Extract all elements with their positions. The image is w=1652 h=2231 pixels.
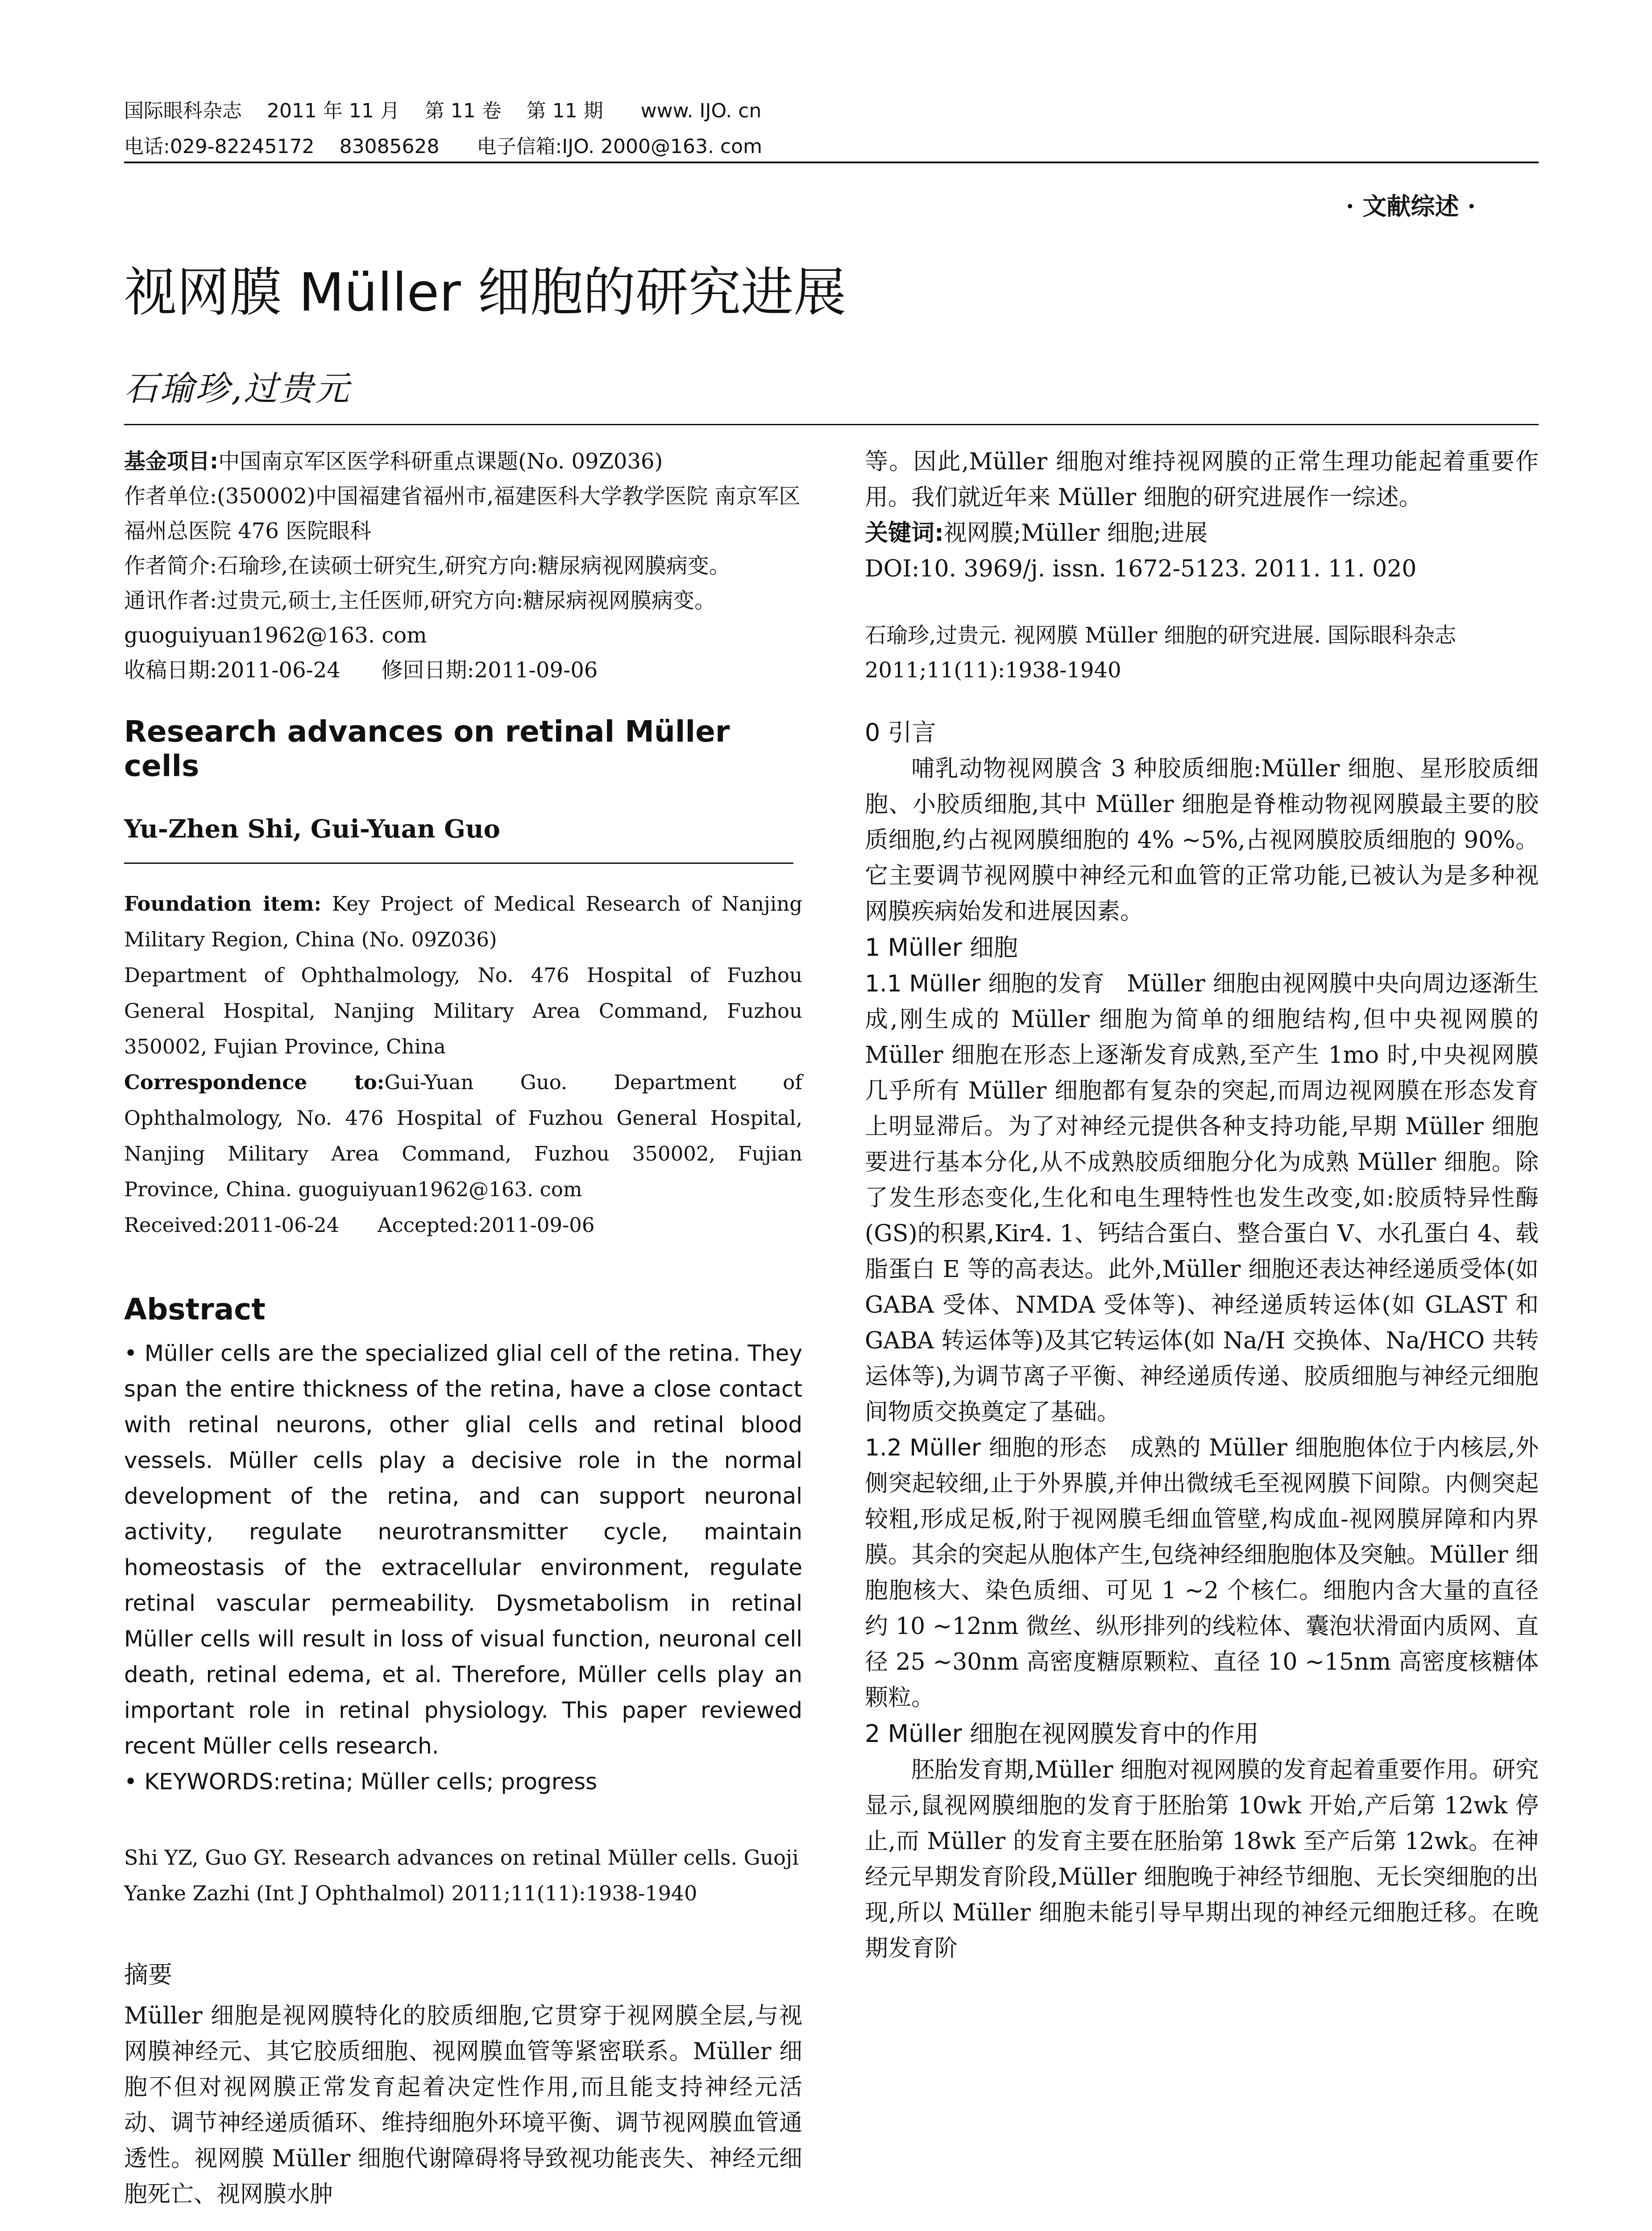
correspondence-en-text: Gui-Yuan Guo. Department of Ophthalmology, No. 476 Hospital of Fuzhou General Hospital, Nanjing Military Area Command, Fuzhou 350002, Fujian Province, China. guoguiyuan1962@163. com — [124, 1070, 802, 1201]
unit-cn: 作者单位:(350002)中国福建省福州市,福建医科大学教学医院 南京军区福州总医院 476 医院眼科 — [124, 484, 801, 543]
section-1-2 — [865, 1430, 1539, 1716]
keywords-cn-text: 视网膜;Müller 细胞;进展 — [943, 520, 1208, 547]
dates-en: Received:2011-06-24 Accepted:2011-09-06 — [124, 1213, 595, 1237]
right-column — [865, 444, 1539, 1966]
authors-cn: 石瑜珍,过贵元 — [124, 369, 351, 408]
section-1-1-heading: 1.1 Müller 细胞的发育 — [865, 970, 1105, 997]
journal-header-line1: 国际眼科杂志 2011 年 11 月 第 11 卷 第 11 期 www. IJO. cn — [124, 100, 762, 122]
fund-cn-text: 中国南京军区医学科研重点课题(No. 09Z036) — [218, 449, 663, 474]
abstract-cn-continued: 等。因此,Müller 细胞对维持视网膜的正常生理功能起着重要作用。我们就近年来 Müller 细胞的研究进展作一综述。 — [865, 448, 1539, 511]
title-rule — [124, 424, 1539, 425]
left-column — [124, 444, 802, 2212]
abstract-heading: Abstract — [124, 1292, 266, 1327]
department-en: Department of Ophthalmology, No. 476 Hospital of Fuzhou General Hospital, Nanjing Military Area Command, Fuzhou 350002, Fujian Province, China — [124, 963, 802, 1058]
section-1-2-text: 成熟的 Müller 细胞胞体位于内核层,外侧突起较细,止于外界膜,并伸出微绒毛至视网膜下间隙。内侧突起较粗,形成足板,附于视网膜毛细血管壁,构成血-视网膜屏障和内界膜。其余的突起从胞体产生,包绕神经细胞胞体及突触。Müller 细胞胞核大、染色质细、可见 1 ~2 个核仁。细胞内含大量的直径约 10 ~12nm 微丝、纵形排列的线粒体、囊泡状滑面内质网、直径 25 ~30nm 高密度糖原颗粒、直径 10 ~15nm 高密度核糖体颗粒。 — [865, 1435, 1539, 1711]
article-title: 视网膜 Müller 细胞的研究进展 — [124, 261, 847, 323]
english-authors: Yu-Zhen Shi, Gui-Yuan Guo — [124, 814, 501, 844]
correspondence-en-label: Correspondence to: — [124, 1070, 385, 1094]
keywords-cn-label: 关键词: — [865, 520, 944, 547]
fund-cn-label: 基金项目: — [124, 449, 219, 474]
citation-en: Shi YZ, Guo GY. Research advances on retinal Müller cells. Guoji Yanke Zazhi (Int J Ophthalmol) 2011;11(11):1938-1940 — [124, 1845, 799, 1905]
dates-cn: 收稿日期:2011-06-24 修回日期:2011-09-06 — [124, 658, 598, 683]
journal-header-line2: 电话:029-82245172 83085628 电子信箱:IJO. 2000@163. com — [124, 135, 762, 158]
header-rule — [124, 162, 1539, 163]
section-1-1-text: Müller 细胞由视网膜中央向周边逐渐生成,刚生成的 Müller 细胞为简单的细胞结构,但中央视网膜的 Müller 细胞在形态上逐渐发育成熟,至产生 1mo 时,中央视网膜几乎所有 Müller 细胞都有复杂的突起,而周边视网膜在形态发育上明显滞后。为了对神经元提供各种支持功能,早期 Müller 细胞要进行基本分化,从不成熟胶质细胞分化为成熟 Müller 细胞。除了发生形态变化,生化和电生理特性也发生改变,如:胶质特异性酶(GS)的积累,Kir4. 1、钙结合蛋白、整合蛋白 V、水孔蛋白 4、载脂蛋白 E 等的高表达。此外,Müller 细胞还表达神经递质受体(如 GABA 受体、NMDA 受体等)、神经递质转运体(如 GLAST 和 GABA 转运体等)及其它转运体(如 Na/H 交换体、Na/HCO 共转运体等),为调节离子平衡、神经递质传递、胶质细胞与神经元细胞间物质交换奠定了基础。 — [865, 970, 1539, 1426]
abstract-cn-heading: 摘要 — [124, 1961, 172, 1989]
section-1-1 — [865, 966, 1539, 1430]
section-0-heading: 0 引言 — [865, 718, 936, 746]
section-0-text: 哺乳动物视网膜含 3 种胶质细胞:Müller 细胞、星形胶质细胞、小胶质细胞,其中 Müller 细胞是脊椎动物视网膜最主要的胶质细胞,约占视网膜细胞的 4% ~5%,占视网膜胶质细胞的 90%。它主要调节视网膜中神经元和血管的正常功能,已被认为是多种视网膜疾病始发和进展因素。 — [865, 755, 1539, 925]
section-2-heading: 2 Müller 细胞在视网膜发育中的作用 — [865, 1720, 1259, 1748]
intro-cn: 作者简介:石瑜珍,在读硕士研究生,研究方向:糖尿病视网膜病变。 — [124, 553, 731, 578]
section-1-heading: 1 Müller 细胞 — [865, 933, 1018, 962]
foundation-en-label: Foundation item: — [124, 892, 322, 916]
corr-cn: 通讯作者:过贵元,硕士,主任医师,研究方向:糖尿病视网膜病变。guoguiyuan1962@163. com — [124, 588, 716, 648]
keywords-cn — [865, 515, 1539, 551]
foundation-en-text: Key Project of Medical Research of Nanjing Military Region, China (No. 09Z036) — [124, 892, 803, 951]
section-tag: · 文献综述 · — [1345, 192, 1476, 220]
abstract-cn-text: Müller 细胞是视网膜特化的胶质细胞,它贯穿于视网膜全层,与视网膜神经元、其它胶质细胞、视网膜血管等紧密联系。Müller 细胞不但对视网膜正常发育起着决定性作用,而且能支持神经元活动、调节神经递质循环、维持细胞外环境平衡、调节视网膜血管通透性。视网膜 Müller 细胞代谢障碍将导致视功能丧失、神经元细胞死亡、视网膜水肿 — [124, 2003, 802, 2208]
section-2-text: 胚胎发育期,Müller 细胞对视网膜的发育起着重要作用。研究显示,鼠视网膜细胞的发育于胚胎第 10wk 开始,产后第 12wk 停止,而 Müller 的发育主要在胚胎第 18wk 至产后第 12wk。在神经元早期发育阶段,Müller 细胞晚于神经节细胞、无长突细胞的出现,所以 Müller 细胞未能引导早期出现的神经元细胞迁移。在晚期发育阶 — [865, 1757, 1539, 1962]
citation-cn: 石瑜珍,过贵元. 视网膜 Müller 细胞的研究进展. 国际眼科杂志 2011;11(11):1938-1940 — [865, 623, 1456, 683]
abstract-keywords: • KEYWORDS:retina; Müller cells; progress — [124, 1769, 598, 1795]
correspondence-en — [124, 1065, 802, 1207]
foundation-en — [124, 886, 802, 958]
fund-cn — [124, 444, 802, 479]
doi: DOI:10. 3969/j. issn. 1672-5123. 2011. 11. 020 — [865, 556, 1417, 582]
abstract-text: • Müller cells are the specialized glial cell of the retina. They span the entire thickness of the retina, have a close contact with retinal neurons, other glial cells and retinal blood vessels. Müller cells play a decisive role in the normal development of the retina, and can support neuronal activity, regulate neurotransmitter cycle, maintain homeostasis of the extracellular environment, regulate retinal vascular permeability. Dysmetabolism in retinal Müller cells will result in loss of visual function, neuronal cell death, retinal edema, et al. Therefore, Müller cells play an important role in retinal physiology. This paper reviewed recent Müller cells research. — [124, 1340, 802, 1759]
english-title: Research advances on retinal Müller cells — [124, 714, 730, 783]
authors-rule — [124, 863, 793, 864]
section-1-2-heading: 1.2 Müller 细胞的形态 — [865, 1435, 1107, 1461]
